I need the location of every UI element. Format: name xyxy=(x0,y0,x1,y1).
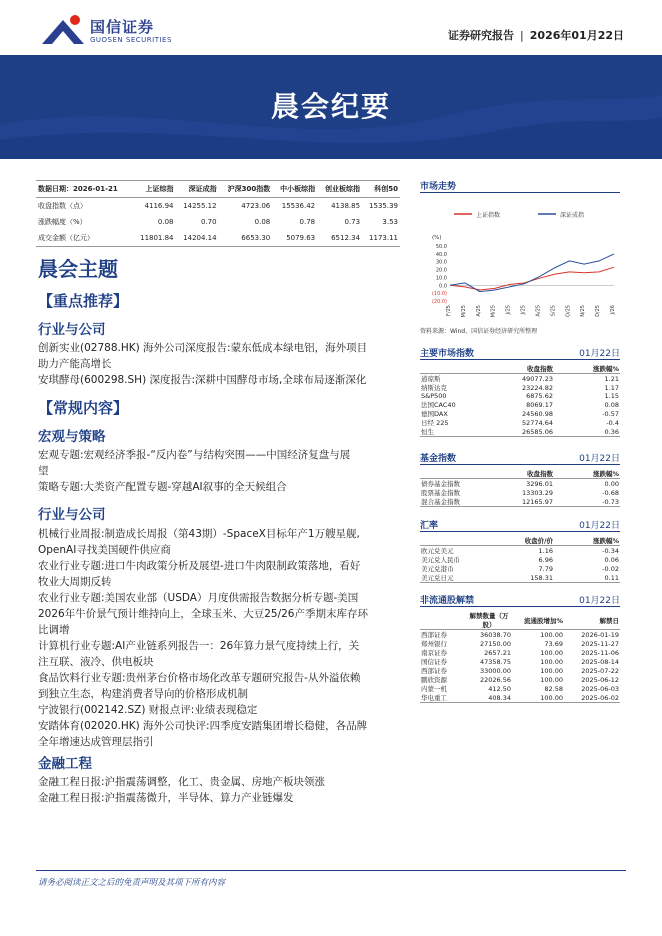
table-cell: 创业板综指 xyxy=(317,181,362,198)
table-cell: 2025-07-22 xyxy=(581,666,619,675)
table-cell: 100.00 xyxy=(540,675,563,684)
list-item: 农业行业专题:进口牛肉政策分析及展望-进口牛肉限制政策落地，看好 xyxy=(38,560,361,572)
list-item: 策略专题:大类资产配置专题-穿越AI叙事的全天候组合 xyxy=(38,481,287,493)
table-cell: 恒生 xyxy=(420,427,482,437)
table-cell: 0.00 xyxy=(604,479,619,488)
table-row xyxy=(420,497,620,507)
table-cell: 0.08 xyxy=(157,218,174,226)
table-cell: 412.50 xyxy=(488,684,511,693)
list-item: 宁波银行(002142.SZ) 财报点评:业绩表现稳定 xyxy=(38,704,258,716)
table-cell: 0.73 xyxy=(344,218,361,226)
table-cell: 0.78 xyxy=(299,218,316,226)
list-item: 创新实业(02788.HK) 海外公司深度报告:蒙东低成本绿电铝，海外项目 xyxy=(38,342,368,354)
table-cell: 沪深300指数 xyxy=(219,181,273,198)
table-cell: 内蒙一机 xyxy=(421,685,447,693)
table-cell: -0.73 xyxy=(554,497,620,507)
table-cell: 26585.06 xyxy=(482,427,554,437)
table-cell: 道琼斯 xyxy=(421,375,441,383)
table-cell: 成交金额（亿元） xyxy=(36,230,132,247)
table-row xyxy=(420,400,620,409)
key-rec-list xyxy=(38,340,400,388)
fund-idx-date: 01月22日 xyxy=(579,454,620,464)
list-item: 宏观专题:宏观经济季报-“反内卷”与结构突围——中国经济复盘与展 xyxy=(38,449,351,461)
table-cell: 2025-11-27 xyxy=(581,639,619,648)
x-tick-label: F/25 xyxy=(446,305,452,316)
table-cell: 收盘指数（点） xyxy=(38,202,87,210)
list-item: 安琪酵母(600298.SH) 深度报告:深耕中国酵母市场,全球布局逐渐深化 xyxy=(38,374,367,386)
key-rec-subheading: 行业与公司 xyxy=(38,322,106,338)
table-cell: 收盘指数 xyxy=(482,469,554,479)
table-cell: 8069.17 xyxy=(526,400,553,409)
table-cell: 4723.06 xyxy=(241,202,271,210)
table-cell: 国信证券 xyxy=(421,658,447,666)
x-tick-label: D/25 xyxy=(595,305,602,317)
header-separator: | xyxy=(520,29,524,42)
industry-list xyxy=(38,526,400,750)
x-tick-label: M/25 xyxy=(460,305,467,318)
table-cell: -0.34 xyxy=(602,546,619,555)
table-row xyxy=(36,214,400,230)
list-item: 全年增速达成管理层指引 xyxy=(38,736,154,748)
report-date: 2026年01月22日 xyxy=(529,29,624,42)
major-idx-table xyxy=(420,364,620,437)
report-meta xyxy=(448,27,624,43)
trend-heading xyxy=(420,179,620,193)
list-item: OpenAI寻找美国硬件供应商 xyxy=(38,544,171,556)
x-tick-label: J/25 xyxy=(520,305,527,315)
table-row xyxy=(420,555,620,564)
list-item: 计算机行业专题:AI产业链系列报告一：26年算力景气度持续上行，关 xyxy=(38,640,360,652)
table-cell: 2025-06-02 xyxy=(564,693,620,703)
table-cell: 12165.97 xyxy=(482,497,554,507)
y-tick-label: 30.0 xyxy=(435,259,447,266)
unlock-date: 01月22日 xyxy=(579,596,620,606)
table-cell xyxy=(420,536,482,546)
table-cell: 收盘指数 xyxy=(482,364,554,374)
major-idx-heading xyxy=(420,346,620,360)
table-cell: 15536.42 xyxy=(281,202,316,210)
regular-heading: 【常规内容】 xyxy=(38,399,129,417)
table-cell: 13303.29 xyxy=(521,488,553,497)
table-cell: 100.00 xyxy=(540,657,563,666)
table-cell: S&P500 xyxy=(421,392,447,401)
table-row xyxy=(420,383,620,392)
table-cell: 中小板综指 xyxy=(272,181,317,198)
table-cell: 14255.12 xyxy=(183,202,217,210)
report-type: 证券研究报告 xyxy=(448,29,515,42)
table-cell: 0.11 xyxy=(554,573,620,583)
table-cell: 6512.34 xyxy=(317,230,362,247)
major-idx-title: 主要市场指数 xyxy=(420,349,475,359)
table-cell: 2025-06-03 xyxy=(581,684,619,693)
table-cell: 100.00 xyxy=(540,630,563,639)
fx-title: 汇率 xyxy=(420,521,439,531)
table-row xyxy=(420,374,620,384)
main-title: 晨会主题 xyxy=(38,257,118,281)
table-row xyxy=(420,684,620,693)
series-line-shanghai xyxy=(450,267,614,290)
table-cell: 100.00 xyxy=(540,666,563,675)
quant-subheading: 金融工程 xyxy=(38,756,92,772)
table-cell: 南京证券 xyxy=(421,649,447,657)
fund-idx-table xyxy=(420,469,620,507)
table-cell xyxy=(420,364,482,374)
quant-list xyxy=(38,774,400,806)
y-tick-label: 20.0 xyxy=(435,267,447,274)
table-cell: 美元兑人民币 xyxy=(421,556,460,564)
table-cell: 1173.11 xyxy=(362,230,400,247)
y-tick-label: 50.0 xyxy=(435,244,447,250)
legend-sh-label: 上证指数 xyxy=(476,212,501,219)
market-trend-chart xyxy=(420,198,620,322)
table-cell xyxy=(420,469,482,479)
footer-divider xyxy=(36,870,626,871)
table-cell: 涨跌幅度（%） xyxy=(38,218,87,226)
table-cell: 数据日期：2026-01-21 xyxy=(36,181,132,198)
trend-source: 资料来源：Wind、国信证券经济研究所整理 xyxy=(420,328,538,335)
table-cell: 36038.70 xyxy=(479,630,511,639)
table-cell: 美元兑港币 xyxy=(421,565,454,573)
market-summary-table xyxy=(36,180,400,247)
x-tick-label: J/25 xyxy=(505,305,512,315)
list-item: 机械行业周报:制造成长周报（第43期）-SpaceX目标年产1万艘星舰, xyxy=(38,528,360,540)
table-cell: 欧元兑美元 xyxy=(421,547,454,555)
table-cell: 11801.84 xyxy=(132,230,175,247)
table-cell: 日经 225 xyxy=(421,419,449,428)
banner-title: 晨会纪要 xyxy=(270,90,391,123)
table-cell: 法国CAC40 xyxy=(421,401,456,410)
table-cell: 1.21 xyxy=(604,374,619,383)
y-tick-label: 0.0 xyxy=(439,283,447,290)
table-row xyxy=(420,418,620,427)
table-cell: 1.17 xyxy=(604,383,619,392)
guosen-logo-icon xyxy=(40,14,86,48)
table-cell: 解禁数量（万股） xyxy=(466,611,512,630)
table-cell: 美元兑日元 xyxy=(420,573,482,583)
table-cell: 涨跌幅% xyxy=(554,536,620,546)
table-cell: 33000.00 xyxy=(479,666,511,675)
table-row xyxy=(420,693,620,703)
table-cell: 158.31 xyxy=(482,573,554,583)
table-cell: 深证成指 xyxy=(176,181,219,198)
table-cell: 100.00 xyxy=(540,648,563,657)
table-row xyxy=(36,230,400,247)
table-cell: 股票基金指数 xyxy=(421,489,460,497)
table-cell: 47358.75 xyxy=(479,657,511,666)
table-cell: 上证综指 xyxy=(132,181,175,198)
table-cell: 49077.23 xyxy=(521,374,553,383)
x-tick-label: A/25 xyxy=(535,305,542,317)
table-row xyxy=(36,198,400,215)
unlock-title: 非流通股解禁 xyxy=(420,596,475,606)
x-tick-label: J/26 xyxy=(610,305,616,315)
table-cell: 0.36 xyxy=(554,427,620,437)
x-tick-label: M/25 xyxy=(490,305,497,318)
table-cell: 408.34 xyxy=(466,693,512,703)
table-cell: 德国DAX xyxy=(421,410,448,419)
table-row xyxy=(420,546,620,556)
table-cell: 0.06 xyxy=(604,555,619,564)
table-cell: 0.08 xyxy=(604,400,619,409)
table-cell: 涨跌幅% xyxy=(554,364,620,374)
y-tick-label: (20.0) xyxy=(431,299,447,305)
trend-title: 市场走势 xyxy=(420,182,457,192)
fund-idx-heading xyxy=(420,451,620,465)
table-cell: 6875.62 xyxy=(526,392,553,401)
y-unit-label: (%) xyxy=(432,235,442,241)
list-item: 比调增 xyxy=(38,624,70,636)
table-cell: 3.53 xyxy=(382,218,398,226)
table-header-row xyxy=(420,364,620,374)
table-cell: 82.58 xyxy=(544,684,563,693)
list-item: 2026年牛价景气预计维持向上，全球玉米、大豆25/26产季期末库存环 xyxy=(38,608,368,620)
table-cell: 华电重工 xyxy=(420,693,466,703)
fx-date: 01月22日 xyxy=(579,521,620,531)
table-cell: 6.96 xyxy=(538,555,553,564)
x-tick-label: N/25 xyxy=(580,305,587,317)
table-cell: 鹏欣资源 xyxy=(421,676,447,684)
table-cell: 流通股增加% xyxy=(512,611,564,630)
table-cell: -0.68 xyxy=(602,488,619,497)
list-item: 金融工程日报:沪指震荡调整，化工、贵金属、房地产板块领涨 xyxy=(38,776,326,788)
company-name-en: GUOSEN SECURITIES xyxy=(90,36,172,44)
table-cell: 2025-11-06 xyxy=(581,648,619,657)
fx-heading xyxy=(420,518,620,532)
major-idx-date: 01月22日 xyxy=(579,349,620,359)
industry-subheading: 行业与公司 xyxy=(38,507,106,523)
macro-list xyxy=(38,447,400,495)
table-cell: -0.57 xyxy=(602,409,619,418)
company-name-cn: 国信证券 xyxy=(90,18,155,36)
table-cell: 西部证券 xyxy=(421,631,447,639)
table-cell: 14204.14 xyxy=(176,230,219,247)
table-cell xyxy=(420,611,466,630)
table-header-row xyxy=(420,611,620,630)
table-cell: 纳斯达克 xyxy=(421,384,447,392)
list-item: 到独立生态，构建消费者导向的价格形成机制 xyxy=(38,688,248,700)
table-row xyxy=(420,427,620,437)
table-row xyxy=(420,630,620,640)
fx-table xyxy=(420,536,620,583)
table-cell: 100.00 xyxy=(512,693,564,703)
table-cell: -0.02 xyxy=(602,564,619,573)
list-item: 农业行业专题:美国农业部（USDA）月度供需报告数据分析专题-美国 xyxy=(38,592,359,604)
table-row xyxy=(420,639,620,648)
table-cell: 2657.21 xyxy=(484,648,511,657)
unlock-heading xyxy=(420,593,620,607)
table-cell: 债券基金指数 xyxy=(421,480,460,488)
legend-sz-label: 深证成指 xyxy=(560,212,585,219)
table-row xyxy=(420,564,620,573)
unlock-table xyxy=(420,611,620,703)
table-cell: 0.70 xyxy=(200,218,217,226)
list-item: 牧业大周期反转 xyxy=(38,576,112,588)
table-cell: 2026-01-19 xyxy=(581,630,619,639)
table-cell: 24560.98 xyxy=(521,409,553,418)
table-cell: 22026.56 xyxy=(479,675,511,684)
table-cell: 52774.64 xyxy=(521,418,553,427)
table-cell: 2025-06-12 xyxy=(581,675,619,684)
fund-idx-title: 基金指数 xyxy=(420,454,457,464)
table-header-row xyxy=(420,536,620,546)
table-cell: 1535.39 xyxy=(369,202,398,210)
table-cell: 收盘价/价 xyxy=(482,536,554,546)
x-tick-label: O/25 xyxy=(565,305,572,317)
table-cell: 混合基金指数 xyxy=(420,497,482,507)
list-item: 助力产能高增长 xyxy=(38,358,112,370)
table-cell: 4138.85 xyxy=(331,202,361,210)
table-row xyxy=(420,648,620,657)
table-row xyxy=(420,657,620,666)
list-item: 食品饮料行业专题:贵州茅台价格市场化改革专题研究报告-从外溢依赖 xyxy=(38,672,361,684)
y-tick-label: 10.0 xyxy=(435,275,447,282)
table-row xyxy=(420,573,620,583)
table-cell: 4116.94 xyxy=(144,202,174,210)
table-row xyxy=(420,488,620,497)
table-cell: 23224.82 xyxy=(521,383,553,392)
macro-subheading: 宏观与策略 xyxy=(38,429,106,445)
table-cell: 郑州银行 xyxy=(421,640,447,648)
footer-disclaimer: 请务必阅读正文之后的免责声明及其项下所有内容 xyxy=(38,878,226,888)
x-tick-label: S/25 xyxy=(550,305,557,317)
table-cell: 科创50 xyxy=(362,181,400,198)
list-item: 安踏体育(02020.HK) 海外公司快评:四季度安踏集团增长稳健，各品牌 xyxy=(38,720,368,732)
table-cell: 0.08 xyxy=(254,218,271,226)
table-header-row xyxy=(420,469,620,479)
y-tick-label: (10.0) xyxy=(431,291,447,298)
table-cell: 5079.63 xyxy=(272,230,317,247)
table-cell: 1.15 xyxy=(604,392,619,401)
list-item: 金融工程日报:沪指震荡微升，半导体、算力产业链爆发 xyxy=(38,792,294,804)
y-tick-label: 40.0 xyxy=(435,251,447,258)
table-row xyxy=(420,675,620,684)
table-cell: 解禁日 xyxy=(564,611,620,630)
table-cell: 6653.30 xyxy=(219,230,273,247)
key-rec-heading: 【重点推荐】 xyxy=(38,292,129,310)
list-item: 望 xyxy=(38,465,49,477)
list-item: 注互联、液冷、供电板块 xyxy=(38,656,154,668)
table-cell: 27150.00 xyxy=(479,639,511,648)
x-tick-label: A/25 xyxy=(475,305,482,317)
table-row xyxy=(420,392,620,400)
table-row xyxy=(420,666,620,675)
table-cell: 3296.01 xyxy=(526,479,553,488)
table-cell: 2025-08-14 xyxy=(581,657,619,666)
table-cell: 西部证券 xyxy=(421,667,447,675)
table-row xyxy=(420,409,620,418)
table-cell: 1.16 xyxy=(538,546,553,555)
table-cell: 73.69 xyxy=(544,639,563,648)
table-header-row xyxy=(36,181,400,198)
table-cell: -0.4 xyxy=(606,418,619,427)
table-cell: 7.79 xyxy=(538,564,553,573)
table-row xyxy=(420,479,620,489)
table-cell: 涨跌幅% xyxy=(554,469,620,479)
title-banner xyxy=(0,55,662,159)
